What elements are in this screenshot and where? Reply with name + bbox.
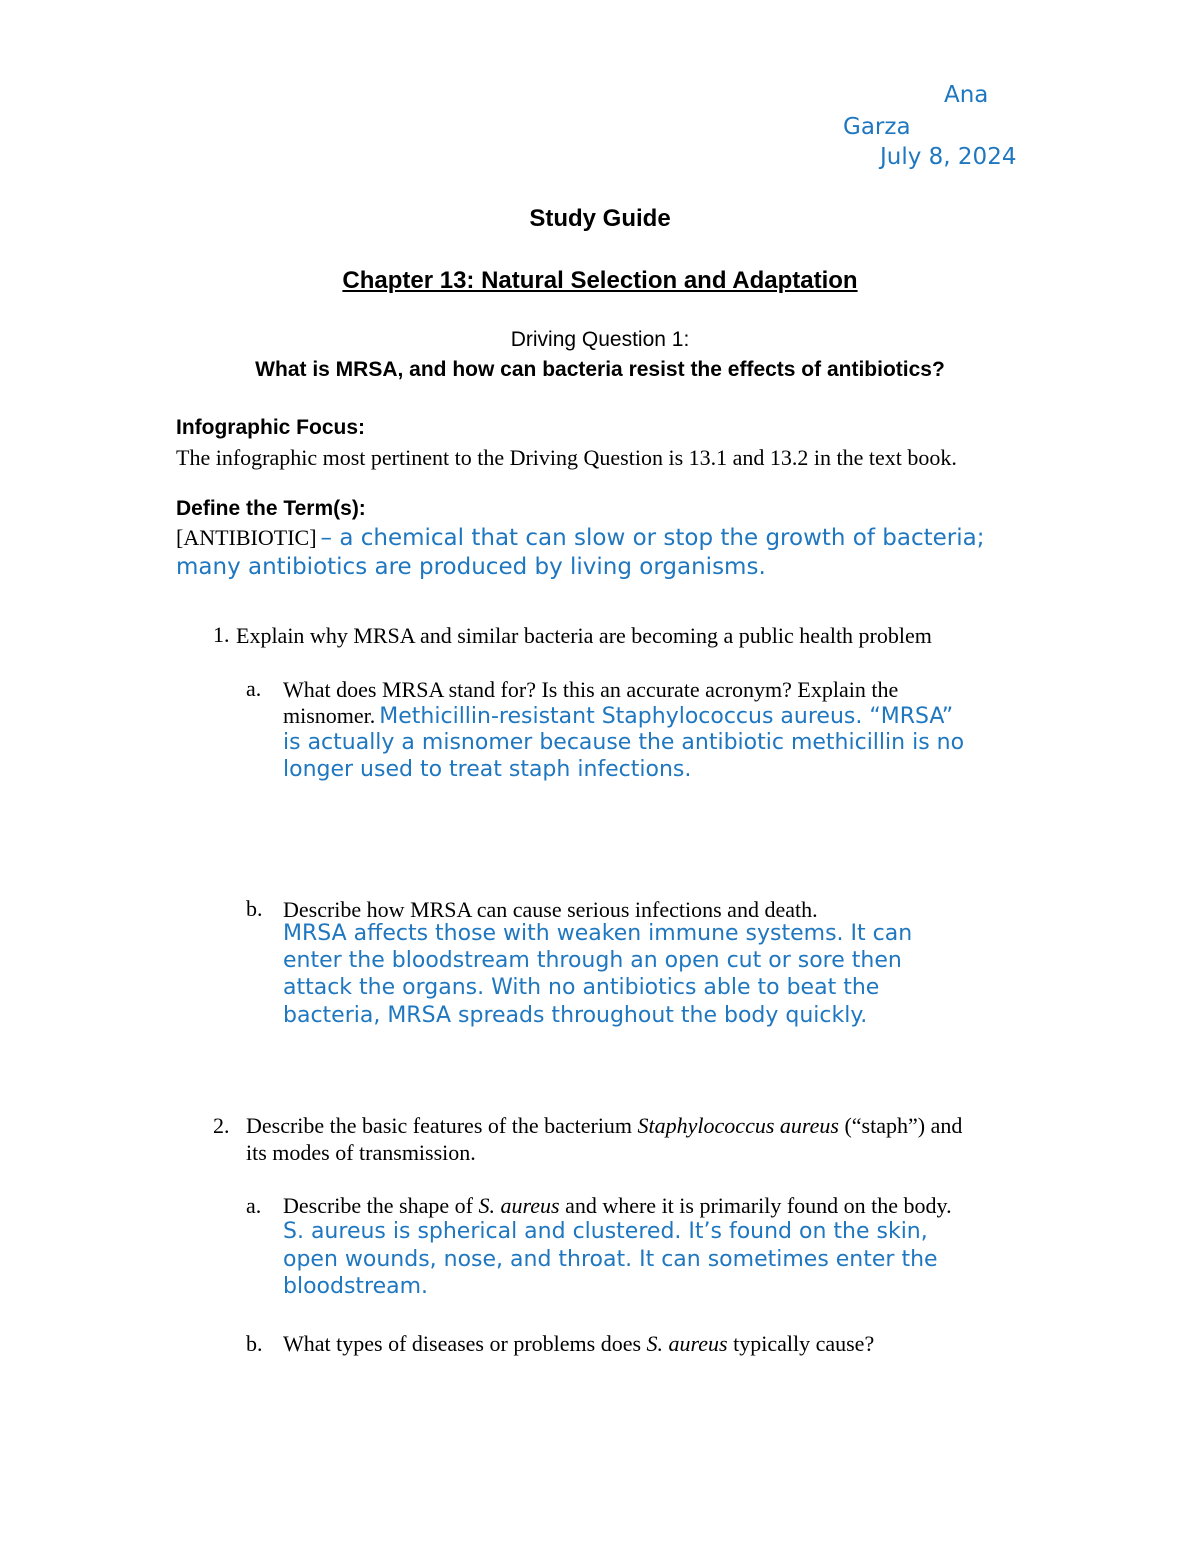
answer-1b-line-2: enter the bloodstream through an open cut or sore then xyxy=(283,948,902,973)
term-definition-line-1 xyxy=(176,524,984,553)
question-1a-letter: a. xyxy=(246,676,262,701)
answer-1b-line-3: attack the organs. With no antibiotics able to beat the xyxy=(283,975,880,1000)
answer-1a-line-1: Methicillin-resistant Staphylococcus aureus. “MRSA” xyxy=(379,704,954,729)
author-last-name: Garza xyxy=(843,114,911,140)
question-1b-text: Describe how MRSA can cause serious infections and death. xyxy=(283,897,818,922)
question-2b-text-post: typically cause? xyxy=(733,1331,875,1356)
document-title: Study Guide xyxy=(529,205,671,232)
driving-question: What is MRSA, and how can bacteria resist the effects of antibiotics? xyxy=(255,358,945,381)
define-terms-heading: Define the Term(s): xyxy=(176,497,366,520)
question-2-line-1 xyxy=(246,1113,962,1139)
term-definition-part-2: many antibiotics are produced by living organisms. xyxy=(176,554,766,580)
question-2-text-post: (“staph”) and xyxy=(844,1113,963,1138)
document-date: July 8, 2024 xyxy=(880,144,1017,170)
answer-2a-line-2: open wounds, nose, and throat. It can sometimes enter the xyxy=(283,1247,938,1272)
question-2b-letter: b. xyxy=(246,1331,263,1356)
question-2a-text-post: and where it is primarily found on the body. xyxy=(565,1193,952,1218)
question-2-text-species: Staphylococcus aureus xyxy=(637,1113,839,1138)
question-1a-text-line-2: misnomer. xyxy=(283,703,376,728)
term-label: [ANTIBIOTIC] xyxy=(176,525,317,550)
infographic-text: The infographic most pertinent to the Driving Question is 13.1 and 13.2 in the text book. xyxy=(176,445,957,470)
answer-1b-line-1: MRSA affects those with weaken immune systems. It can xyxy=(283,921,913,946)
answer-1a-line-2: is actually a misnomer because the antibiotic methicillin is no xyxy=(283,730,965,755)
infographic-heading: Infographic Focus: xyxy=(176,416,365,439)
question-2b-text-pre: What types of diseases or problems does xyxy=(283,1331,642,1356)
answer-1b-line-4: bacteria, MRSA spreads throughout the body quickly. xyxy=(283,1003,868,1028)
question-2b-text-species: S. aureus xyxy=(646,1331,728,1356)
question-1a-line-2 xyxy=(283,703,953,730)
author-first-name: Ana xyxy=(944,82,989,108)
question-2a-text xyxy=(283,1193,952,1219)
question-2b-text xyxy=(283,1331,874,1357)
question-1-number: 1. xyxy=(213,622,230,647)
question-1a-text-line-1: What does MRSA stand for? Is this an accurate acronym? Explain the xyxy=(283,677,899,702)
driving-question-label: Driving Question 1: xyxy=(510,328,690,351)
question-1b-letter: b. xyxy=(246,896,263,921)
term-definition-part-1: – a chemical that can slow or stop the growth of bacteria; xyxy=(320,525,985,551)
question-2a-letter: a. xyxy=(246,1193,262,1218)
question-2-text-line-2: its modes of transmission. xyxy=(246,1140,476,1165)
answer-1a-line-3: longer used to treat staph infections. xyxy=(283,757,692,782)
question-2-text-pre: Describe the basic features of the bacterium xyxy=(246,1113,633,1138)
question-2a-text-species: S. aureus xyxy=(478,1193,560,1218)
answer-2a-line-1: S. aureus is spherical and clustered. It’s found on the skin, xyxy=(283,1219,928,1244)
question-2-number: 2. xyxy=(213,1113,230,1138)
question-2a-text-pre: Describe the shape of xyxy=(283,1193,473,1218)
chapter-title: Chapter 13: Natural Selection and Adaptation xyxy=(342,267,858,294)
answer-2a-line-3: bloodstream. xyxy=(283,1274,429,1299)
question-1-text: Explain why MRSA and similar bacteria are becoming a public health problem xyxy=(236,623,932,648)
